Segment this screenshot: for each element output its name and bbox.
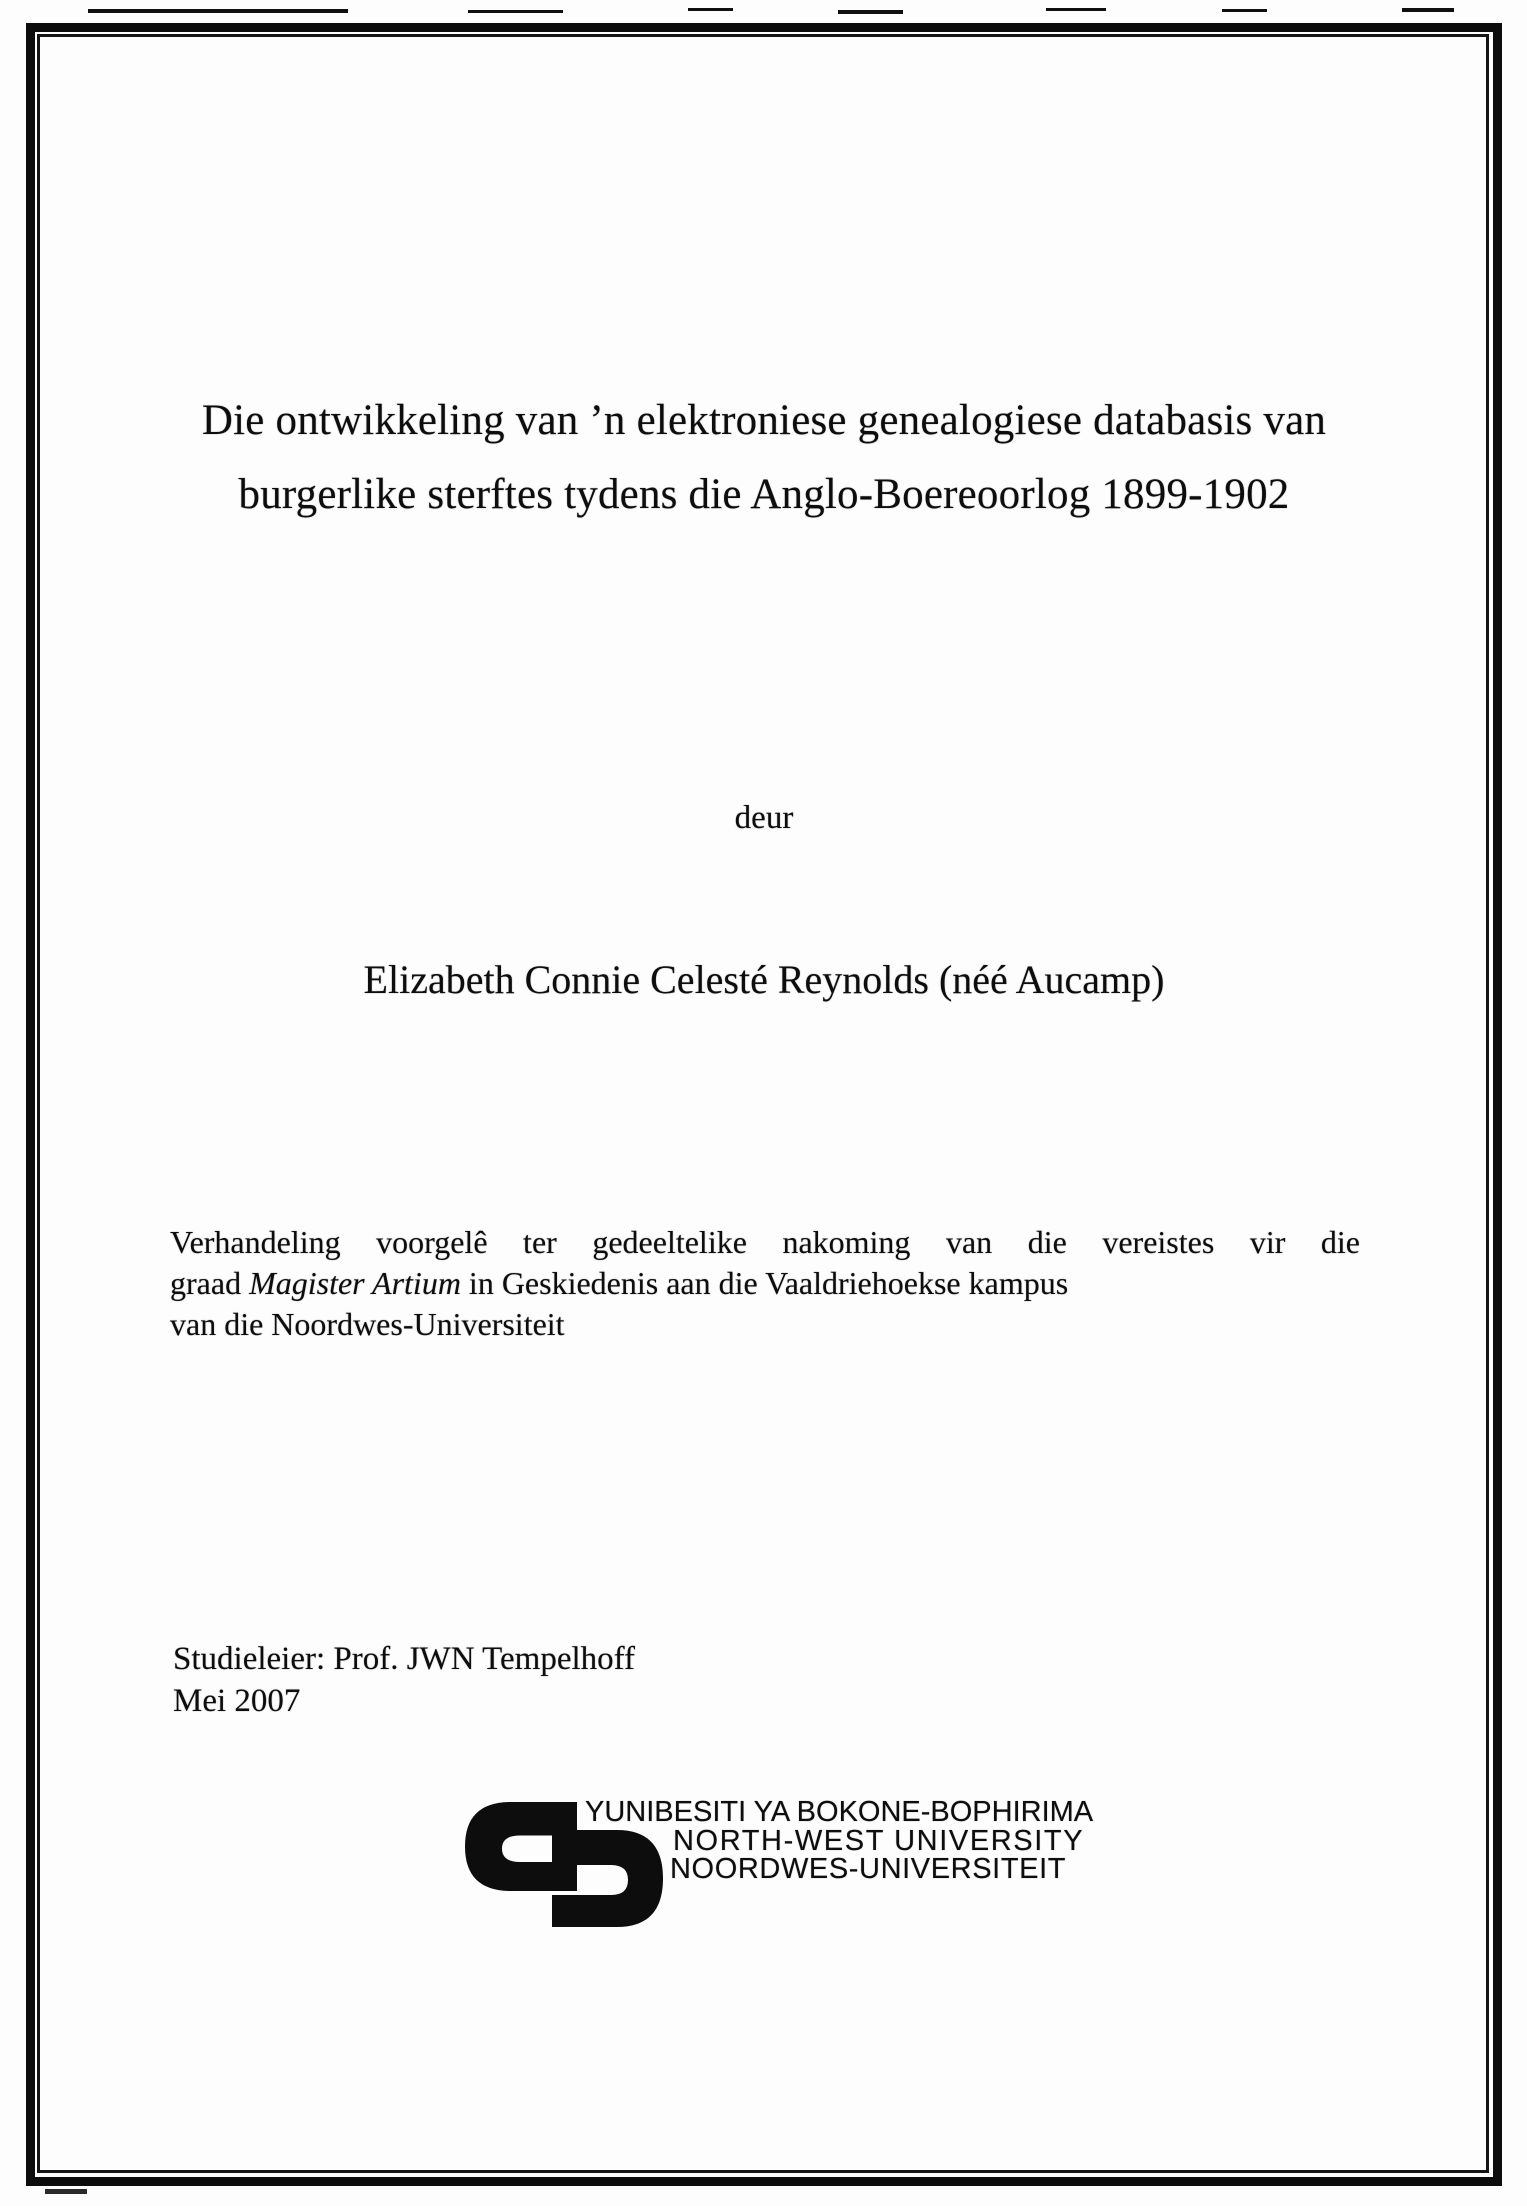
supervisor-line: Studieleier: Prof. JWN Tempelhoff xyxy=(173,1641,636,1677)
thesis-title-line2: burgerlike sterftes tydens die Anglo-Boereoorlog 1899-1902 xyxy=(238,471,1290,518)
scan-artifact xyxy=(88,9,348,13)
byline-label: deur xyxy=(734,800,794,836)
date-line: Mei 2007 xyxy=(173,1683,301,1719)
scan-artifact xyxy=(1222,9,1267,12)
scan-artifact xyxy=(45,2189,87,2194)
thesis-title xyxy=(40,384,1488,532)
scan-artifact xyxy=(838,10,903,14)
supervisor-block xyxy=(173,1638,635,1722)
thesis-title-line1: Die ontwikkeling van ’n elektroniese genealogiese databasis van xyxy=(201,397,1327,444)
logo-line-setswana: YUNIBESITI YA BOKONE-BOPHIRIMA xyxy=(585,1796,1094,1828)
nwu-logo-text xyxy=(585,1798,1093,1884)
statement-line2 xyxy=(170,1263,1360,1304)
author-name: Elizabeth Connie Celesté Reynolds (néé Aucamp) xyxy=(363,957,1165,1002)
statement-line3: van die Noordwes-Universiteit xyxy=(170,1306,565,1342)
scan-artifact xyxy=(1046,8,1106,11)
logo-line-english: NORTH-WEST UNIVERSITY xyxy=(673,1824,1085,1857)
statement-line2-post: in Geskiedenis aan die Vaaldriehoekse kampus xyxy=(460,1265,1069,1301)
scan-artifact xyxy=(468,10,563,13)
statement-line2-pre: graad xyxy=(170,1265,250,1301)
statement-line1: Verhandeling voorgelê ter gedeeltelike nakoming van die vereistes vir die xyxy=(170,1224,1360,1260)
thesis-statement xyxy=(170,1222,1360,1345)
scan-artifact xyxy=(1402,8,1454,12)
scan-artifact xyxy=(688,8,733,11)
logo-line-afrikaans: NOORDWES-UNIVERSITEIT xyxy=(670,1853,1067,1885)
degree-name: Magister Artium xyxy=(249,1265,461,1301)
